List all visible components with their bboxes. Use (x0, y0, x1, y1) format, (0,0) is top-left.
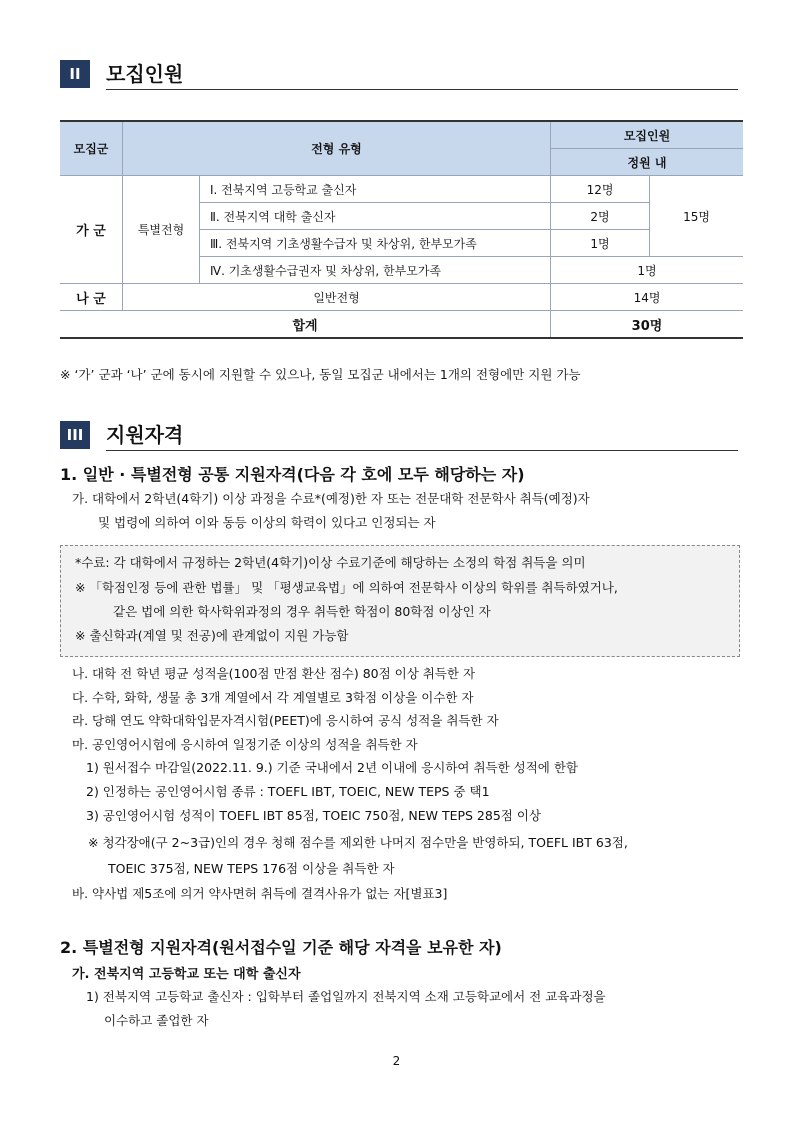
item-sp-ga-1-cont: 이수하고 졸업한 자 (104, 1013, 209, 1028)
row-label: Ⅱ. 전북지역 대학 출신자 (200, 203, 551, 230)
item-ga-cont: 및 법령에 의하여 이와 동등 이상의 학력이 있다고 인정되는 자 (98, 515, 436, 530)
general-admission: 일반전형 (123, 284, 551, 311)
row-count: 1명 (551, 257, 744, 284)
item-ma-3: 3) 공인영어시험 성적이 TOEFL IBT 85점, TOEIC 750점, NEW TEPS 285점 이상 (86, 808, 541, 823)
item-ra: 라. 당해 연도 약학대학입문자격시험(PEET)에 응시하여 공식 성적을 취득한 자 (72, 713, 499, 728)
row-count: 1명 (551, 230, 650, 257)
row-count: 2명 (551, 203, 650, 230)
item-da: 다. 수학, 화학, 생물 총 3개 계열에서 각 계열별로 3학점 이상을 이수한 자 (72, 690, 474, 705)
quota-table (60, 120, 743, 339)
section-divider (106, 89, 738, 90)
row-label: Ⅰ. 전북지역 고등학교 출신자 (200, 176, 551, 203)
general-count: 14명 (551, 284, 744, 311)
note-line: *수료: 각 대학에서 규정하는 2학년(4학기)이상 수료기준에 해당하는 소정의 학점 취득을 의미 (75, 555, 586, 570)
item-ga: 가. 대학에서 2학년(4학기) 이상 과정을 수료*(예정)한 자 또는 전문대학 전문학사 취득(예정)자 (72, 491, 590, 506)
item-ma-note: ※ 청각장애(구 2~3급)인의 경우 청해 점수를 제외한 나머지 점수만을 반영하되, TOEFL IBT 63점, (88, 835, 628, 850)
row-label: Ⅲ. 전북지역 기초생활수급자 및 차상위, 한부모가족 (200, 230, 551, 257)
note-line: ※ 출신학과(계열 및 전공)에 관계없이 지원 가능함 (75, 628, 349, 643)
header-type: 전형 유형 (123, 121, 551, 176)
item-na: 나. 대학 전 학년 평균 성적을(100점 만점 환산 점수) 80점 이상 취득한 자 (72, 666, 476, 681)
item-ma-1: 1) 원서접수 마감일(2022.11. 9.) 기준 국내에서 2년 이내에 응시하여 취득한 성적에 한함 (86, 760, 579, 775)
section-number: II (60, 60, 90, 88)
row-label: Ⅳ. 기초생활수급권자 및 차상위, 한부모가족 (200, 257, 551, 284)
header-quota-sub: 정원 내 (551, 149, 744, 176)
section-header-eligibility (60, 421, 738, 449)
note-line: 같은 법에 의한 학사학위과정의 경우 취득한 학점이 80학점 이상인 자 (113, 604, 491, 619)
total-label: 합계 (60, 311, 551, 339)
special-admission: 특별전형 (123, 176, 200, 284)
sub-heading-ga: 가. 전북지역 고등학교 또는 대학 출신자 (72, 967, 301, 982)
header-group: 모집군 (60, 121, 123, 176)
item-ma-2: 2) 인정하는 공인영어시험 종류 : TOEFL IBT, TOEIC, NEW TEPS 중 택1 (86, 784, 490, 799)
section-number: III (60, 421, 90, 449)
item-ba: 바. 약사법 제5조에 의거 약사면허 취득에 결격사유가 없는 자[별표3] (72, 886, 448, 901)
total-count: 30명 (551, 311, 744, 339)
item-sp-ga-1: 1) 전북지역 고등학교 출신자 : 입학부터 졸업일까지 전북지역 소재 고등학교에서 전 교육과정을 (86, 989, 606, 1004)
page-number: 2 (392, 1054, 401, 1068)
row-count: 12명 (551, 176, 650, 203)
item-ma-note-cont: TOEIC 375점, NEW TEPS 176점 이상을 취득한 자 (108, 861, 395, 876)
note-line: ※ 「학점인정 등에 관한 법률」 및 「평생교육법」에 의하여 전문학사 이상의 학위를 취득하였거나, (75, 580, 618, 595)
note-box (60, 545, 740, 657)
section-header-quota (60, 60, 738, 88)
header-quota: 모집인원 (551, 121, 744, 149)
heading-common: 1. 일반 · 특별전형 공통 지원자격(다음 각 호에 모두 해당하는 자) (60, 465, 525, 484)
item-ma: 마. 공인영어시험에 응시하여 일정기준 이상의 성적을 취득한 자 (72, 737, 418, 752)
section-divider (106, 450, 738, 451)
section-title: 지원자격 (106, 423, 184, 447)
group-ga: 가 군 (60, 176, 123, 284)
section-title: 모집인원 (106, 62, 184, 86)
heading-special: 2. 특별전형 지원자격(원서접수일 기준 해당 자격을 보유한 자) (60, 938, 502, 957)
sum-count: 15명 (650, 176, 744, 257)
group-note: ※ ‘가’ 군과 ‘나’ 군에 동시에 지원할 수 있으나, 동일 모집군 내에서는 1개의 전형에만 지원 가능 (60, 367, 581, 382)
group-na: 나 군 (60, 284, 123, 311)
